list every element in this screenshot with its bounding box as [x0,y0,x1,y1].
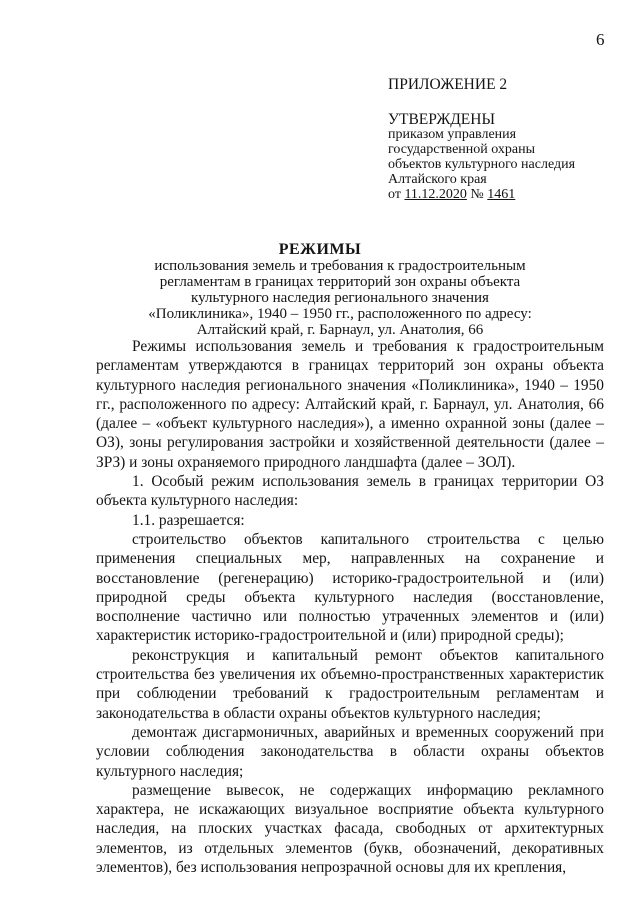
appendix-label: ПРИЛОЖЕНИЕ 2 [388,76,508,93]
approval-line: Алтайского края [388,172,487,187]
document-subtitle [120,258,560,338]
section-heading: 1. Особый режим использования земель в границах территории ОЗ объекта культурного наследия: [96,473,604,510]
body-paragraph: строительство объектов капитального строительства с целью применения специальных мер, направленных на сохранение и восстановление (регенерацию) историко-градостроительной и (или) природной среды объекта культурного наследия (восстановление, восполнение частично или полностью утраченных элементов и (или) характеристик историко-градостроительной и (или) природной среды); [96,530,604,645]
subtitle-line: использования земель и требования к градостроительным [154,258,526,274]
page-number: 6 [596,30,605,49]
subsection-heading: 1.1. разрешается: [132,511,245,529]
approval-heading: УТВЕРЖДЕНЫ [388,111,495,128]
body-paragraph: реконструкция и капитальный ремонт объектов капитального строительства без увеличения их объемно-пространственных характеристик при соблюдении требований к градостроительным регламентам и законодательства в области охраны объектов культурного наследия; [96,646,604,722]
approval-block [388,127,575,202]
document-title: РЕЖИМЫ [278,241,362,258]
approval-date: 11.12.2020 [404,187,467,202]
body-paragraph: демонтаж дисгармоничных, аварийных и временных сооружений при условии соблюдения законодательства в области охраны объектов культурного наследия; [96,723,604,780]
number-sign: № [470,187,484,202]
approval-date-line [388,187,575,202]
approval-line: объектов культурного наследия [388,157,576,172]
approval-line: государственной охраны [388,142,536,157]
subtitle-line: Алтайский край, г. Барнаул, ул. Анатолия, 66 [196,322,484,338]
subtitle-line: регламентам в границах территорий зон охраны объекта [159,274,521,290]
body-paragraph: Режимы использования земель и требования к градостроительным регламентам утверждаются в границах территорий зон охраны объекта культурного наследия регионального значения «Поликлиника», 1940 – 1950 гг., расположенного по адресу: Алтайский край, г. Барнаул, ул. Анатолия, 66 (далее – «объект культурного наследия»), а именно охранной зоны (далее – ОЗ), зоны регулирования застройки и хозяйственной деятельности (далее – ЗРЗ) и зоны охраняемого природного ландшафта (далее – ЗОЛ). [96,338,604,471]
date-prefix: от [388,187,401,202]
document-body [96,337,604,877]
approval-number: 1461 [487,187,516,202]
subtitle-line: «Поликлиника», 1940 – 1950 гг., расположенного по адресу: [148,306,532,322]
body-paragraph: размещение вывесок, не содержащих информацию рекламного характера, не искажающих визуальное восприятие объекта культурного наследия, на плоских участках фасада, свободных от архитектурных элементов, из отдельных элементов (букв, обозначений, декоративных элементов), без использования непрозрачной основы для их крепления, [96,781,604,877]
approval-line: приказом управления [388,127,517,142]
subtitle-line: культурного наследия регионального значения [191,290,489,306]
